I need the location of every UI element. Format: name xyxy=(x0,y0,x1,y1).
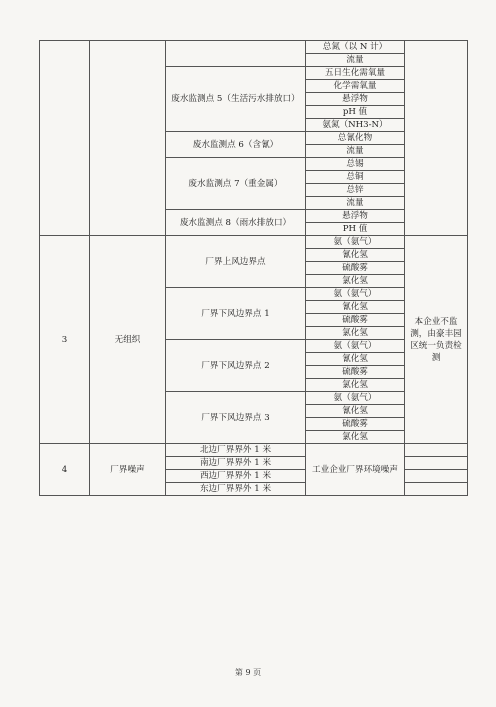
cell-point: 东边厂界界外 1 米 xyxy=(166,483,306,496)
cell-item: 氨（氨气） xyxy=(306,392,405,405)
cell-item: 总氰化物 xyxy=(306,132,405,145)
table-row xyxy=(40,236,468,249)
page-number: 第 9 页 xyxy=(234,668,262,677)
cell-point: 北边厂界界外 1 米 xyxy=(166,444,306,457)
cell-point: 废水监测点 6（含氰） xyxy=(166,132,306,158)
monitoring-table xyxy=(39,40,468,496)
cell-item: 氨（氨气） xyxy=(306,288,405,301)
cell-item: 五日生化需氧量 xyxy=(306,67,405,80)
cell-item: PH 值 xyxy=(306,223,405,236)
cell-point: 废水监测点 8（雨水排放口） xyxy=(166,210,306,236)
cell-item: 氰化氢 xyxy=(306,301,405,314)
cell-item: 悬浮物 xyxy=(306,93,405,106)
cell-remark xyxy=(405,457,468,470)
cell-item: 总氮（以 N 计） xyxy=(306,41,405,54)
cell-item: 流量 xyxy=(306,197,405,210)
cell-point: 西边厂界界外 1 米 xyxy=(166,470,306,483)
cell-point: 厂界上风边界点 xyxy=(166,236,306,288)
cell-item: 氯化氢 xyxy=(306,327,405,340)
cell-item: pH 值 xyxy=(306,106,405,119)
cell-point: 南边厂界界外 1 米 xyxy=(166,457,306,470)
cell-point: 厂界下风边界点 1 xyxy=(166,288,306,340)
cell-item: 流量 xyxy=(306,145,405,158)
cell-point: 废水监测点 7（重金属） xyxy=(166,158,306,210)
cell-item: 总锌 xyxy=(306,184,405,197)
cell-point: 厂界下风边界点 2 xyxy=(166,340,306,392)
cell-item: 悬浮物 xyxy=(306,210,405,223)
cell-item: 氨（氨气） xyxy=(306,340,405,353)
cell-item: 氨（氨气） xyxy=(306,236,405,249)
cell-item: 总铜 xyxy=(306,171,405,184)
cell-item: 硫酸雾 xyxy=(306,366,405,379)
cell-remark xyxy=(405,470,468,483)
cell-remark xyxy=(405,444,468,457)
cell-item: 工业企业厂界环境噪声 xyxy=(306,444,405,496)
cell-item: 氰化氢 xyxy=(306,405,405,418)
cell-item: 氯化氢 xyxy=(306,275,405,288)
cell-remark: 本企业不监测，由豪丰园区统一负责检测 xyxy=(405,236,468,444)
cell-item: 化学需氧量 xyxy=(306,80,405,93)
table-row xyxy=(40,41,468,54)
cell-remark xyxy=(405,41,468,236)
cell-item: 硫酸雾 xyxy=(306,262,405,275)
cell-item: 流量 xyxy=(306,54,405,67)
cell-seq: 3 xyxy=(40,236,90,444)
cell-item: 硫酸雾 xyxy=(306,314,405,327)
cell-seq xyxy=(40,41,90,236)
cell-item: 氨氮（NH3-N） xyxy=(306,119,405,132)
cell-seq: 4 xyxy=(40,444,90,496)
cell-item: 氰化氢 xyxy=(306,249,405,262)
cell-point: 废水监测点 5（生活污水排放口） xyxy=(166,67,306,132)
cell-type: 无组织 xyxy=(90,236,166,444)
cell-remark xyxy=(405,483,468,496)
cell-point xyxy=(166,41,306,67)
cell-item: 氯化氢 xyxy=(306,431,405,444)
cell-type xyxy=(90,41,166,236)
cell-item: 硫酸雾 xyxy=(306,418,405,431)
cell-point: 厂界下风边界点 3 xyxy=(166,392,306,444)
cell-item: 氯化氢 xyxy=(306,379,405,392)
cell-item: 总锡 xyxy=(306,158,405,171)
cell-item: 氰化氢 xyxy=(306,353,405,366)
table-row xyxy=(40,444,468,457)
cell-type: 厂界噪声 xyxy=(90,444,166,496)
